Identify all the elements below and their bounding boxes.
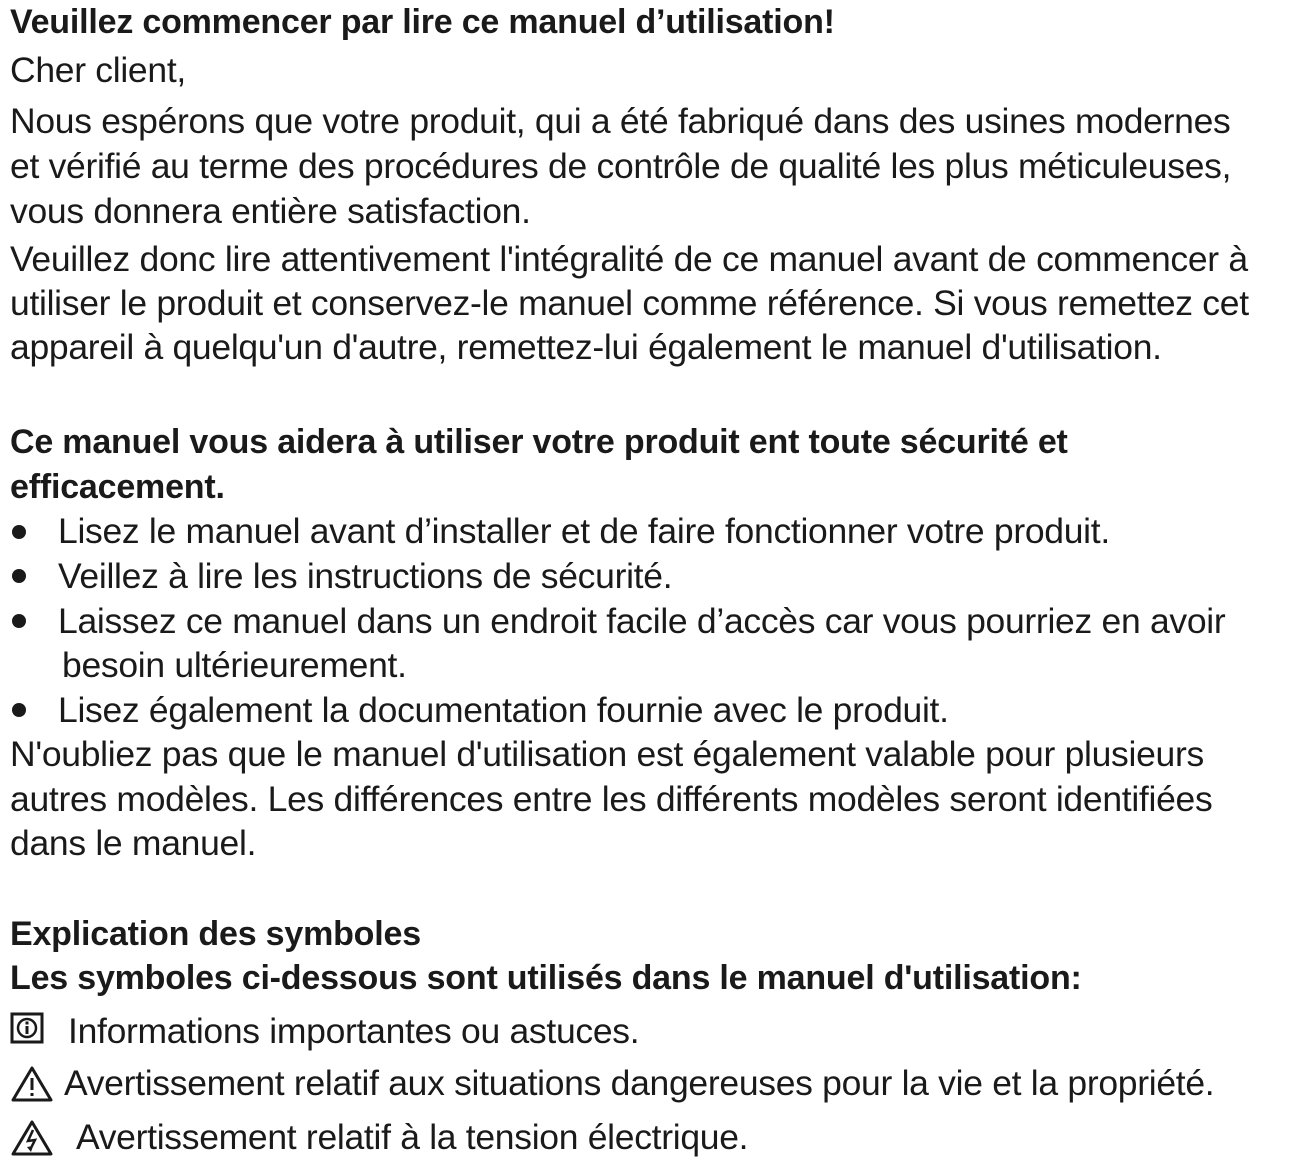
page-title: Veuillez commencer par lire ce manuel d’utilisation!	[10, 3, 835, 41]
section-heading: Ce manuel vous aidera à utiliser votre produit ent toute sécurité et	[10, 423, 1068, 461]
section-heading: Les symboles ci-dessous sont utilisés dans le manuel d'utilisation:	[10, 959, 1082, 997]
note-line: dans le manuel.	[10, 823, 257, 863]
greeting: Cher client,	[10, 50, 186, 90]
bullet-dot	[12, 614, 26, 628]
bullet-item: Lisez le manuel avant d’installer et de faire fonctionner votre produit.	[58, 511, 1110, 551]
bullet-item-continuation: besoin ultérieurement.	[62, 645, 407, 685]
note-line: autres modèles. Les différences entre les différents modèles seront identifiées	[10, 779, 1213, 819]
bullet-item: Laissez ce manuel dans un endroit facile d’accès car vous pourriez en avoir	[58, 601, 1226, 641]
intro-line: Veuillez donc lire attentivement l'intégralité de ce manuel avant de commencer à	[10, 239, 1248, 279]
symbol-text: Avertissement relatif aux situations dangereuses pour la vie et la propriété.	[64, 1063, 1215, 1103]
intro-line: et vérifié au terme des procédures de contrôle de qualité les plus méticuleuses,	[10, 146, 1232, 186]
bullet-dot	[12, 569, 26, 583]
intro-line: vous donnera entière satisfaction.	[10, 191, 531, 231]
bullet-item: Lisez également la documentation fournie avec le produit.	[58, 690, 949, 730]
bullet-item: Veillez à lire les instructions de sécurité.	[58, 556, 673, 596]
section-heading: Explication des symboles	[10, 915, 421, 953]
warning-icon	[10, 1065, 54, 1103]
symbol-text: Avertissement relatif à la tension électrique.	[76, 1117, 749, 1157]
intro-line: Nous espérons que votre produit, qui a été fabriqué dans des usines modernes	[10, 101, 1231, 141]
bullet-dot	[12, 703, 26, 717]
note-line: N'oubliez pas que le manuel d'utilisation est également valable pour plusieurs	[10, 734, 1204, 774]
section-heading: efficacement.	[10, 468, 225, 506]
info-icon	[10, 1012, 44, 1044]
symbol-text: Informations importantes ou astuces.	[68, 1011, 640, 1051]
bullet-dot	[12, 525, 26, 539]
electric-warning-icon	[10, 1119, 54, 1157]
intro-line: appareil à quelqu'un d'autre, remettez-lui également le manuel d'utilisation.	[10, 327, 1162, 367]
intro-line: utiliser le produit et conservez-le manuel comme référence. Si vous remettez cet	[10, 283, 1249, 323]
